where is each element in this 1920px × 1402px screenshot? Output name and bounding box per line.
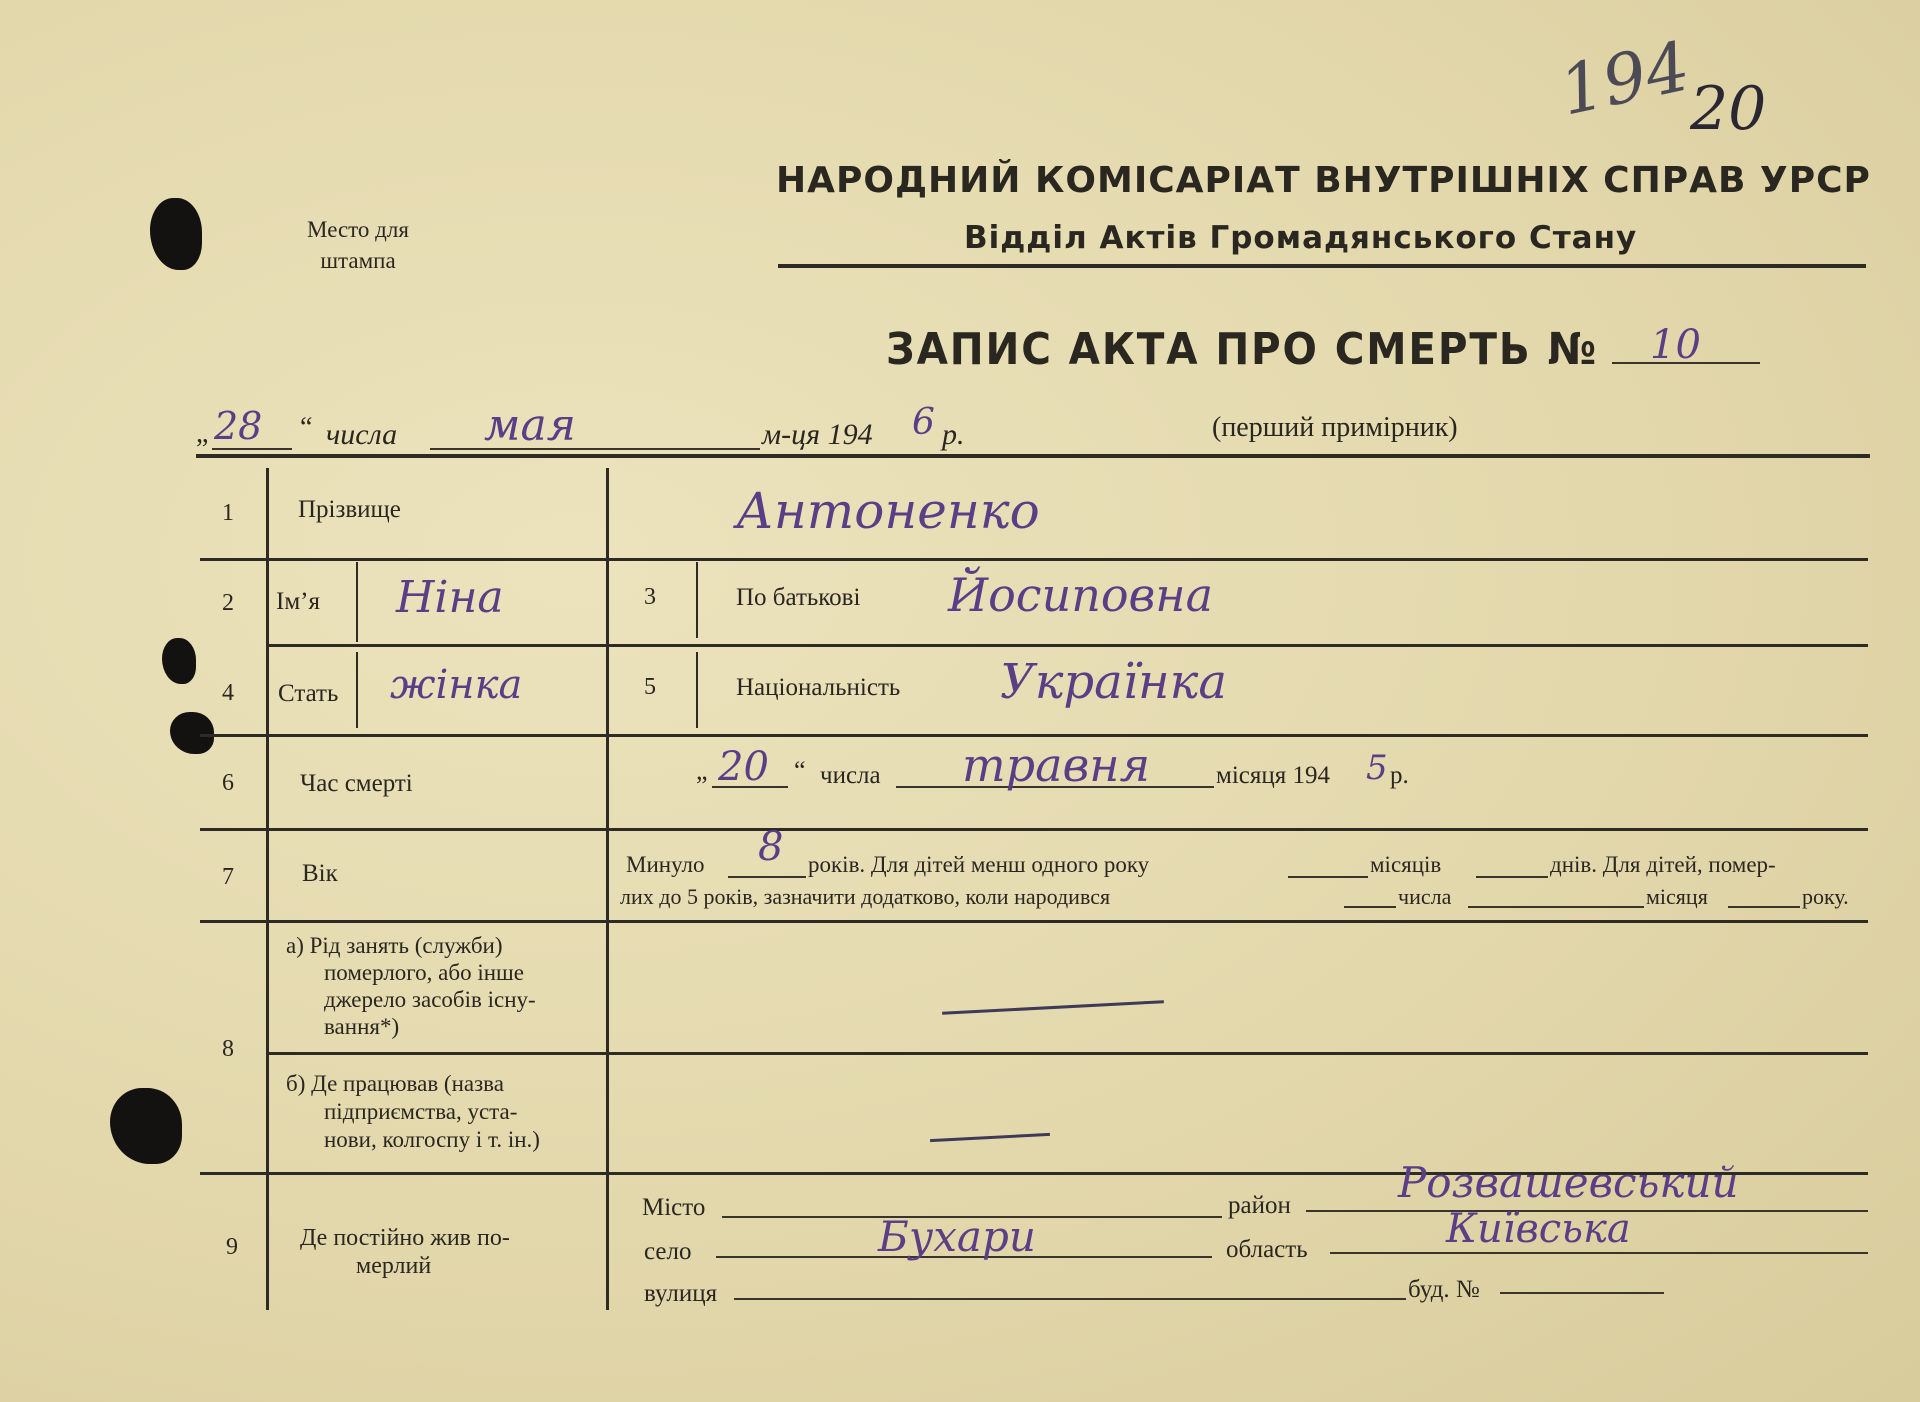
village-value: Бухари (878, 1212, 1036, 1261)
age-blank-line (1344, 906, 1396, 908)
death-month: травня (962, 738, 1151, 792)
date-year-suffix: р. (942, 418, 965, 451)
table-col-divider (606, 468, 609, 1310)
date-month-line (430, 448, 760, 450)
street-line (734, 1298, 1406, 1300)
dept-title: Відділ Актів Громадянського Стану (964, 220, 1638, 256)
quote-mark: “ (794, 756, 806, 785)
table-col-divider (696, 652, 698, 728)
date-month: мая (484, 400, 576, 451)
quote-mark: „ (696, 756, 708, 785)
workplace-dash (930, 1133, 1050, 1142)
table-col-divider (356, 652, 358, 728)
quote-mark: “ (300, 412, 313, 443)
punch-hole (170, 712, 214, 754)
age-blank-line (1288, 876, 1368, 878)
age-blank-line (1476, 876, 1548, 878)
age-text: місяців (1370, 852, 1442, 877)
row-number: 5 (644, 674, 656, 700)
row-rule (200, 828, 1868, 831)
date-day-suffix: числа (326, 418, 398, 451)
age-text: місяця (1646, 884, 1708, 909)
row-rule (200, 920, 1868, 923)
age-years: 8 (758, 824, 784, 870)
sex-label: Стать (278, 680, 339, 707)
nationality-label: Національність (736, 674, 901, 701)
row-number: 8 (222, 1036, 234, 1062)
row-number: 4 (222, 680, 234, 706)
quote-mark: „ (196, 418, 209, 449)
sex-value: жінка (390, 662, 523, 708)
village-label: село (644, 1238, 692, 1265)
row-number: 1 (222, 500, 234, 526)
row-rule (200, 558, 1868, 561)
corner-note: 20 (1690, 74, 1767, 144)
row-number: 2 (222, 590, 234, 616)
table-col-divider (696, 562, 698, 638)
patronymic-value: Йосиповна (948, 568, 1214, 622)
date-day-line (212, 448, 292, 450)
row-rule (200, 734, 1868, 737)
punch-hole (162, 638, 196, 684)
street-label: вулиця (644, 1280, 718, 1307)
death-day: 20 (718, 744, 769, 790)
death-year-prefix: місяця 194 (1216, 762, 1330, 789)
document-title: ЗАПИС АКТА ПРО СМЕРТЬ № (886, 324, 1599, 375)
surname-value: Антоненко (736, 482, 1040, 540)
region-label: область (1226, 1236, 1308, 1263)
punch-hole (150, 198, 202, 270)
row-rule (268, 1052, 1868, 1055)
row-rule (268, 644, 1868, 647)
punch-hole (110, 1088, 182, 1164)
patronymic-label: По батькові (736, 584, 861, 611)
date-year-prefix: м-ця 194 (762, 418, 873, 451)
age-text: року. (1802, 884, 1849, 909)
age-text: числа (1398, 884, 1452, 909)
city-label: Місто (642, 1194, 706, 1221)
table-col-divider (356, 562, 358, 642)
death-year-digit: 5 (1366, 748, 1388, 788)
house-line (1500, 1292, 1664, 1294)
occupation-dash (942, 1000, 1164, 1015)
death-day-suffix: числа (820, 762, 881, 789)
residence-label: Де постійно жив по- мерлий (300, 1225, 510, 1279)
nationality-value: Українка (1000, 654, 1227, 710)
header-rule (778, 264, 1866, 268)
workplace-label: б) Де працював (назва підприємства, уста- нови, колгоспу і т. ін.) (286, 1071, 540, 1152)
table-top-rule (196, 454, 1870, 458)
age-text: років. Для дітей менш одного року (808, 852, 1150, 877)
age-text: Минуло (626, 852, 705, 877)
table-col-divider (266, 468, 269, 1310)
age-label: Вік (302, 860, 338, 887)
surname-label: Прізвище (298, 496, 401, 523)
occupation-label: а) Рід занять (служби) померлого, або інше джерело засобів існу- вання*) (286, 933, 536, 1039)
first-name-label: Ім’я (276, 588, 320, 615)
district-value: Розвашевський (1398, 1158, 1739, 1207)
date-year-digit: 6 (912, 402, 935, 443)
age-blank-line (1728, 906, 1800, 908)
age-years-line (728, 876, 806, 878)
death-time-label: Час смерті (300, 770, 413, 797)
house-label: буд. № (1408, 1276, 1480, 1303)
age-text: днів. Для дітей, помер- (1550, 852, 1776, 877)
date-day: 28 (214, 404, 263, 448)
age-text: лих до 5 років, зазначити додатково, коли народився (620, 884, 1111, 909)
row-number: 6 (222, 770, 234, 796)
row-number: 7 (222, 864, 234, 890)
row-number: 9 (226, 1234, 238, 1260)
region-line (1330, 1252, 1868, 1254)
district-label: район (1228, 1192, 1291, 1219)
age-blank-line (1468, 906, 1644, 908)
first-name-value: Ніна (396, 572, 504, 623)
record-number: 10 (1650, 322, 1701, 368)
region-value: Київська (1446, 1206, 1631, 1252)
copy-note: (перший примірник) (1212, 412, 1458, 443)
row-number: 3 (644, 584, 656, 610)
stamp-place-label: Место для штампа (307, 217, 409, 274)
corner-note: 194 (1553, 27, 1697, 132)
org-title: НАРОДНИЙ КОМІСАРІАТ ВНУТРІШНІХ СПРАВ УРСР (776, 160, 1871, 201)
death-year-suffix: р. (1390, 762, 1409, 789)
